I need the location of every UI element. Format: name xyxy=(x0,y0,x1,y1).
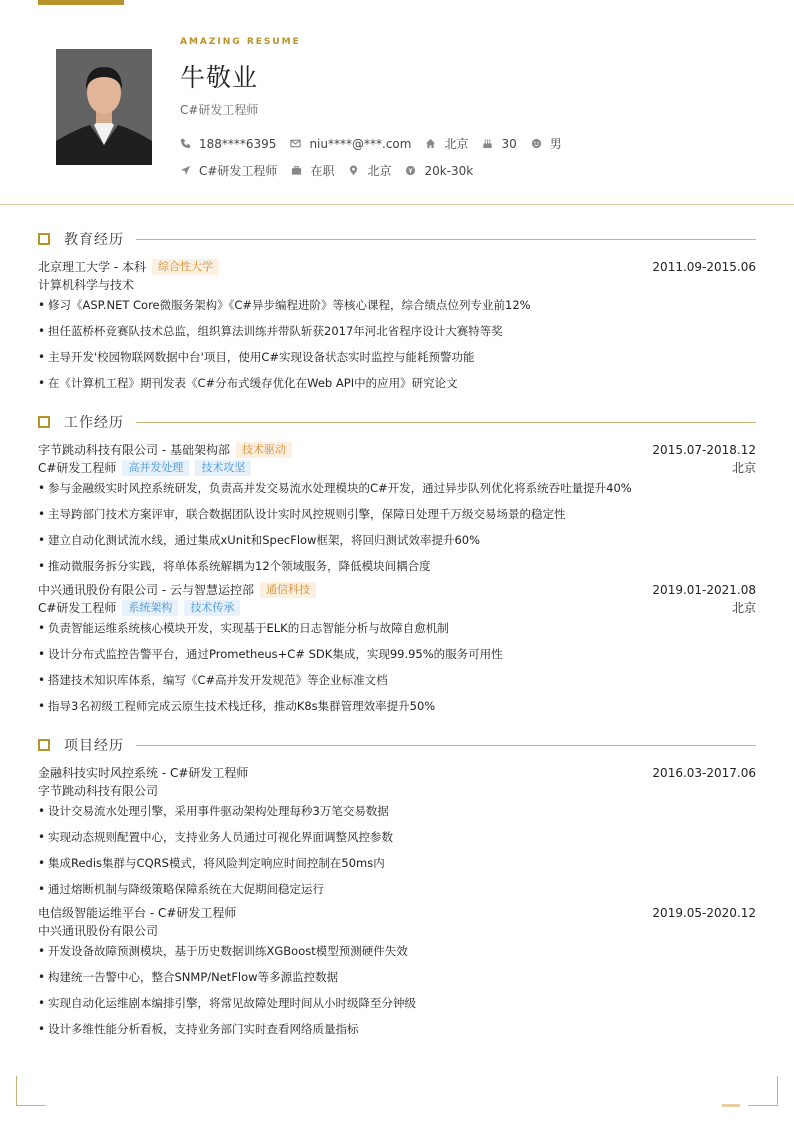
email-text: niu****@***.com xyxy=(309,136,412,151)
gender-item xyxy=(531,135,562,152)
mail-icon xyxy=(290,138,301,149)
contact-row xyxy=(180,135,576,152)
job-city: 北京 xyxy=(731,601,756,615)
projects-heading xyxy=(38,737,756,753)
job-bullet: • 负责智能运维系统核心模块开发，实现基于ELK的日志智能分析与故障自愈机制 xyxy=(38,620,756,636)
home-icon xyxy=(425,138,436,149)
profile-photo xyxy=(56,49,152,165)
project-name: 电信级智能运维平台 - C#研发工程师 xyxy=(38,906,237,920)
section-square-icon xyxy=(38,416,50,428)
project-bullet: • 构建统一告警中心，整合SNMP/NetFlow等多源监控数据 xyxy=(38,969,756,985)
top-accent-bar xyxy=(38,0,124,5)
job-date: 2019.01-2021.08 xyxy=(652,582,756,597)
section-rule xyxy=(136,422,756,423)
project-company-row xyxy=(38,782,756,799)
footer-corner-right xyxy=(748,1076,778,1106)
skill-tag: 技术传承 xyxy=(184,600,240,616)
phone-icon xyxy=(180,138,191,149)
hometown-item xyxy=(425,135,468,152)
hometown-text: 北京 xyxy=(444,137,469,151)
job-bullet: • 搭建技术知识库体系，编写《C#高并发开发规范》等企业标准文档 xyxy=(38,672,756,688)
salary-text: 20k-30k xyxy=(424,163,474,178)
job-header xyxy=(38,441,756,458)
skill-tag: 技术攻坚 xyxy=(195,460,251,476)
section-title: 教育经历 xyxy=(64,232,124,248)
footer-corner-left xyxy=(16,1076,46,1106)
phone-text: 188****6395 xyxy=(199,136,277,151)
salary-item xyxy=(405,164,473,178)
job-bullet: • 主导跨部门技术方案评审，联合数据团队设计实时风控规则引擎，保障日处理千万级交易场景的稳定性 xyxy=(38,506,756,522)
major-row xyxy=(38,276,756,293)
project-date: 2019.05-2020.12 xyxy=(652,905,756,920)
project-name: 金融科技实时风控系统 - C#研发工程师 xyxy=(38,766,249,780)
project-bullet: • 设计交易流水处理引擎，采用事件驱动架构处理每秒3万笔交易数据 xyxy=(38,803,756,819)
status-text: 在职 xyxy=(310,164,335,178)
gender-icon xyxy=(531,138,542,149)
candidate-name: 牛敬业 xyxy=(180,63,259,92)
education-heading xyxy=(38,231,756,247)
status-item xyxy=(291,162,334,179)
header-divider xyxy=(0,204,794,205)
candidate-title: C#研发工程师 xyxy=(180,103,259,117)
briefcase-icon xyxy=(291,165,302,176)
salary-icon xyxy=(405,165,416,176)
footer-accent-dash xyxy=(722,1104,740,1107)
project-company: 字节跳动科技有限公司 xyxy=(38,784,159,798)
job-bullet: • 参与金融级实时风控系统研发，负责高并发交易流水处理模块的C#开发，通过异步队列优化将系统吞吐量提升40% xyxy=(38,480,756,496)
education-date: 2011.09-2015.06 xyxy=(652,259,756,274)
job-role-row xyxy=(38,459,756,476)
job-intent-row xyxy=(180,162,487,179)
project-bullet: • 通过熔断机制与降级策略保障系统在大促期间稳定运行 xyxy=(38,881,756,897)
job-header xyxy=(38,581,756,598)
section-rule xyxy=(136,745,756,746)
send-icon xyxy=(180,165,191,176)
job-role: C#研发工程师 xyxy=(38,601,117,615)
work-heading xyxy=(38,414,756,430)
company-tag: 技术驱动 xyxy=(236,442,292,458)
job-bullet: • 建立自动化测试流水线，通过集成xUnit和SpecFlow框架，将回归测试效率提升60% xyxy=(38,532,756,548)
education-bullet: • 修习《ASP.NET Core微服务架构》《C#异步编程进阶》等核心课程，综合绩点位列专业前12% xyxy=(38,297,756,313)
project-bullet: • 实现动态规则配置中心，支持业务人员通过可视化界面调整风控参数 xyxy=(38,829,756,845)
project-company-row xyxy=(38,922,756,939)
education-entry xyxy=(38,258,756,275)
section-title: 项目经历 xyxy=(64,738,124,754)
school-tag: 综合性大学 xyxy=(152,259,219,275)
intent-position-item xyxy=(180,162,277,179)
phone-item xyxy=(180,137,276,151)
age-text: 30 xyxy=(501,136,517,151)
skill-tag: 系统架构 xyxy=(122,600,178,616)
major: 计算机科学与技术 xyxy=(38,278,135,292)
intent-city-item xyxy=(348,162,391,179)
job-bullet: • 推动微服务拆分实践，将单体系统解耦为12个领域服务，降低模块间耦合度 xyxy=(38,558,756,574)
company-name: 字节跳动科技有限公司 - 基础架构部 xyxy=(38,443,230,457)
project-header xyxy=(38,904,756,921)
project-header xyxy=(38,764,756,781)
company-name: 中兴通讯股份有限公司 - 云与智慧运控部 xyxy=(38,583,254,597)
section-square-icon xyxy=(38,233,50,245)
project-bullet: • 设计多维性能分析看板，支持业务部门实时查看网络质量指标 xyxy=(38,1021,756,1037)
job-city: 北京 xyxy=(731,461,756,475)
project-bullet: • 集成Redis集群与CQRS模式，将风险判定响应时间控制在50ms内 xyxy=(38,855,756,871)
job-bullet: • 设计分布式监控告警平台，通过Prometheus+C# SDK集成，实现99.95%的服务可用性 xyxy=(38,646,756,662)
section-rule xyxy=(136,239,756,240)
age-item xyxy=(482,137,516,151)
section-title: 工作经历 xyxy=(64,415,124,431)
job-role: C#研发工程师 xyxy=(38,461,117,475)
project-date: 2016.03-2017.06 xyxy=(652,765,756,780)
education-bullet: • 主导开发'校园物联网数据中台'项目，使用C#实现设备状态实时监控与能耗预警功能 xyxy=(38,349,756,365)
project-bullet: • 开发设备故障预测模块，基于历史数据训练XGBoost模型预测硬件失效 xyxy=(38,943,756,959)
section-square-icon xyxy=(38,739,50,751)
intent-position-text: C#研发工程师 xyxy=(199,164,278,178)
school-name: 北京理工大学 - 本科 xyxy=(38,260,146,274)
brand-label: AMAZING RESUME xyxy=(180,37,301,47)
intent-city-text: 北京 xyxy=(367,164,392,178)
project-bullet: • 实现自动化运维剧本编排引擎，将常见故障处理时间从小时级降至分钟级 xyxy=(38,995,756,1011)
gender-text: 男 xyxy=(549,137,562,151)
cake-icon xyxy=(482,138,493,149)
education-bullet: • 担任蓝桥杯竞赛队技术总监，组织算法训练并带队斩获2017年河北省程序设计大赛特等奖 xyxy=(38,323,756,339)
job-role-row xyxy=(38,599,756,616)
location-pin-icon xyxy=(348,165,359,176)
job-date: 2015.07-2018.12 xyxy=(652,442,756,457)
project-company: 中兴通讯股份有限公司 xyxy=(38,924,159,938)
email-item xyxy=(290,137,411,151)
education-bullet: • 在《计算机工程》期刊发表《C#分布式缓存优化在Web API中的应用》研究论文 xyxy=(38,375,756,391)
job-bullet: • 指导3名初级工程师完成云原生技术栈迁移，推动K8s集群管理效率提升50% xyxy=(38,698,756,714)
skill-tag: 高并发处理 xyxy=(122,460,189,476)
company-tag: 通信科技 xyxy=(260,582,316,598)
